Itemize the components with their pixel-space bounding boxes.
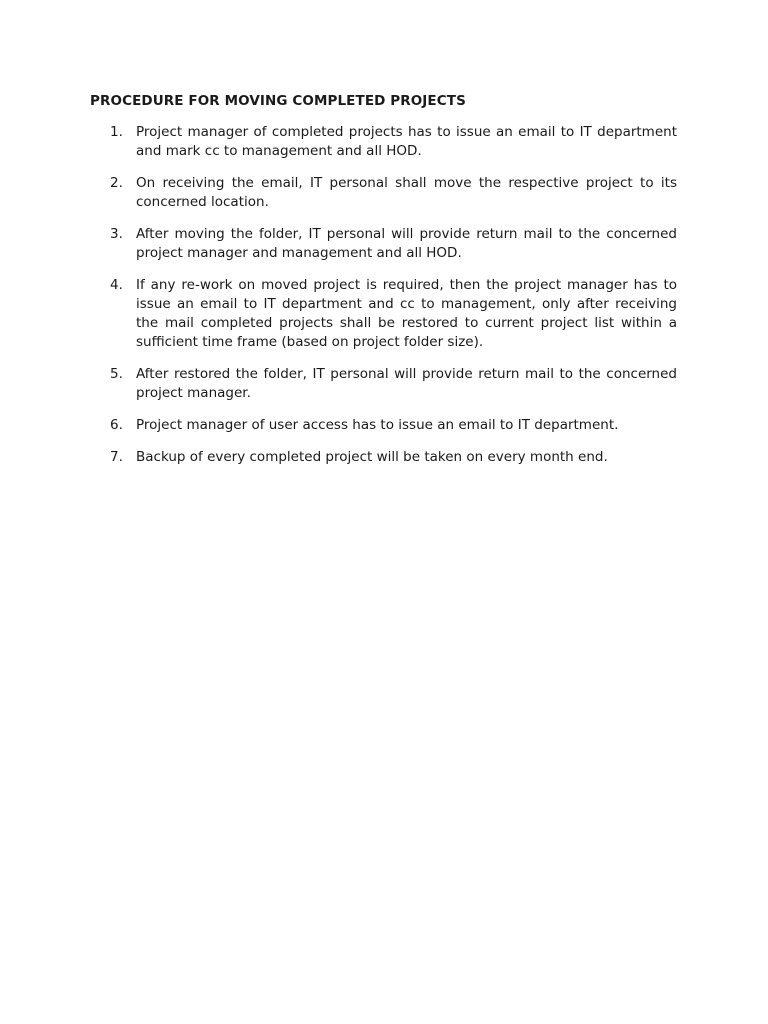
- step-number: 6.: [110, 417, 123, 433]
- step-number: 7.: [110, 449, 123, 465]
- procedure-step-2: [110, 174, 677, 212]
- step-text: Project manager of user access has to issue an email to IT department.: [136, 417, 619, 433]
- step-number: 3.: [110, 226, 123, 242]
- step-text: On receiving the email, IT personal shall move the respective project to its concerned location.: [136, 175, 677, 210]
- procedure-step-3: [110, 225, 677, 263]
- step-text: Backup of every completed project will be taken on every month end.: [136, 449, 608, 465]
- step-text: After restored the folder, IT personal will provide return mail to the concerned project manager.: [136, 366, 677, 401]
- procedure-step-7: [110, 448, 677, 467]
- step-text: If any re-work on moved project is required, then the project manager has to issue an email to IT department and cc to management, only after receiving the mail completed projects shall be restored to current project list within a sufficient time frame (based on project folder size).: [136, 277, 677, 350]
- step-number: 1.: [110, 124, 123, 140]
- procedure-step-6: [110, 416, 677, 435]
- step-text: Project manager of completed projects has to issue an email to IT department and mark cc to management and all HOD.: [136, 124, 677, 159]
- step-number: 5.: [110, 366, 123, 382]
- step-number: 2.: [110, 175, 123, 191]
- procedure-step-4: [110, 276, 677, 352]
- step-number: 4.: [110, 277, 123, 293]
- procedure-steps-list: [110, 123, 677, 480]
- step-text: After moving the folder, IT personal will provide return mail to the concerned project manager and management and all HOD.: [136, 226, 677, 261]
- document-title: PROCEDURE FOR MOVING COMPLETED PROJECTS: [90, 93, 466, 109]
- procedure-step-1: [110, 123, 677, 161]
- procedure-step-5: [110, 365, 677, 403]
